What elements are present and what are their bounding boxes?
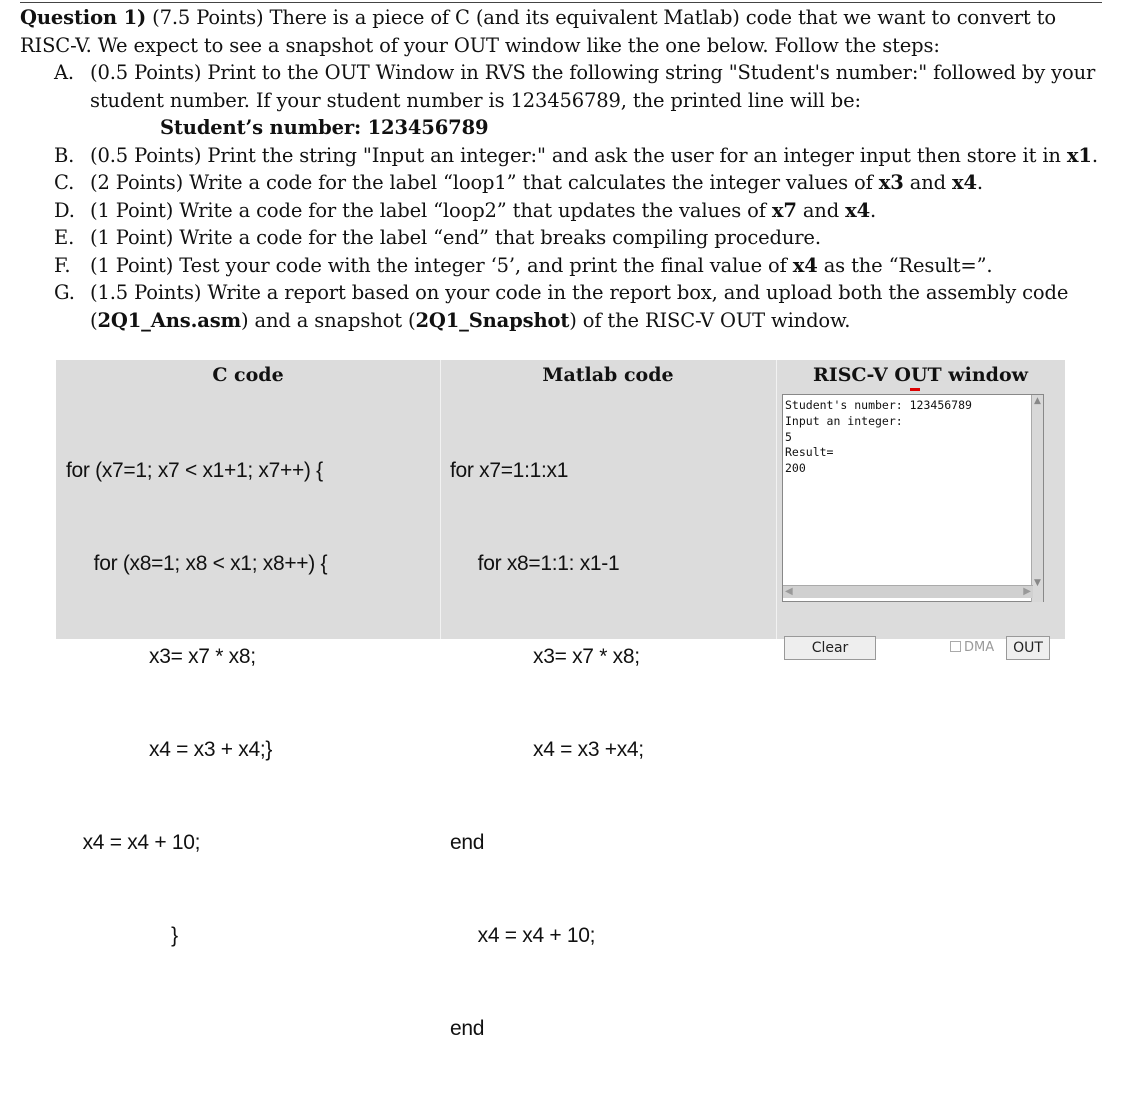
- code-line: x3= x7 * x8;: [450, 645, 640, 668]
- step-text-end: .: [976, 171, 983, 194]
- step-letter: F.: [54, 253, 71, 277]
- code-line: }: [66, 924, 178, 947]
- riscv-out-column: [776, 360, 1065, 656]
- red-marker: [910, 388, 920, 391]
- file-name: 2Q1_Ans.asm: [97, 308, 242, 332]
- horizontal-scrollbar[interactable]: [783, 585, 1033, 598]
- step-letter: D.: [54, 198, 75, 222]
- step-text: (0.5 Points) Print the string "Input an integer:" and ask the user for an integer input then store it in: [90, 143, 1067, 167]
- code-line: x4 = x3 +x4;: [450, 738, 644, 761]
- register-name: x7: [771, 198, 797, 222]
- step-text-end: .: [870, 198, 877, 222]
- matlab-code-header: Matlab code: [542, 364, 674, 386]
- code-line: end: [450, 1017, 485, 1040]
- step-list: [20, 59, 1110, 334]
- top-rule: [20, 2, 1102, 3]
- riscv-out-header: RISC-V OUT window: [813, 364, 1028, 386]
- scroll-up-icon[interactable]: ▲: [1034, 396, 1041, 406]
- matlab-code-block: [450, 393, 644, 1106]
- step-text: (1.5 Points) Write a report based on your code in the report box, and upload both the assembly code (: [90, 281, 1069, 332]
- step-text: (1 Point) Test your code with the integer ‘5’, and print the final value of: [90, 253, 793, 277]
- c-code-column: [56, 360, 440, 947]
- code-comparison-table: [56, 360, 1065, 1040]
- out-line: 5: [785, 429, 792, 444]
- checkbox-icon[interactable]: [950, 641, 961, 652]
- code-line: x4 = x4 + 10;: [450, 924, 596, 947]
- register-name: x1: [1066, 143, 1092, 167]
- code-line: x3= x7 * x8;: [66, 645, 256, 668]
- step-text: (0.5 Points) Print to the OUT Window in RVS the following string "Student's number:" followed by your student number. If your student number is 123456789, the printed line will be:: [90, 61, 1096, 112]
- question-intro-text: (7.5 Points) There is a piece of C (and its equivalent Matlab) code that we want to convert to RISC-V. We expect to see a snapshot of your OUT window like the one below. Follow the steps:: [20, 6, 1056, 57]
- step-f: [20, 252, 1110, 280]
- vertical-scrollbar[interactable]: [1031, 395, 1043, 602]
- c-code-header: C code: [212, 364, 284, 386]
- clear-button[interactable]: Clear: [784, 636, 876, 660]
- dma-label: DMA: [964, 640, 995, 655]
- riscv-out-window: [782, 394, 1044, 656]
- step-text: (1 Point) Write a code for the label “loop2” that updates the values of: [90, 198, 772, 222]
- register-name: x4: [792, 253, 818, 277]
- step-text: (2 Points) Write a code for the label “loop1” that calculates the integer values of: [90, 171, 879, 194]
- scroll-right-icon[interactable]: ▶: [1023, 586, 1031, 597]
- out-line: Input an integer:: [785, 413, 903, 428]
- step-a: [20, 59, 1110, 114]
- scroll-down-icon[interactable]: ▼: [1034, 578, 1041, 588]
- register-name: x3: [878, 171, 904, 194]
- register-name: x4: [952, 171, 977, 194]
- step-e: [20, 224, 1110, 252]
- code-line: x4 = x3 + x4;}: [66, 738, 273, 761]
- scroll-left-icon[interactable]: ◀: [785, 586, 793, 597]
- step-text-mid: and: [796, 198, 846, 222]
- out-line: 200: [785, 461, 806, 476]
- step-text-end: ) of the RISC-V OUT window.: [569, 308, 851, 332]
- step-text: (1 Point) Write a code for the label “end” that breaks compiling procedure.: [90, 226, 821, 249]
- step-letter: A.: [54, 61, 74, 84]
- dma-checkbox[interactable]: [950, 640, 994, 655]
- step-letter: G.: [54, 281, 75, 304]
- out-button[interactable]: OUT: [1006, 636, 1050, 660]
- code-line: for x8=1:1: x1-1: [450, 552, 620, 575]
- matlab-code-column: [440, 360, 776, 1040]
- step-text-end: as the “Result=”.: [817, 253, 993, 277]
- register-name: x4: [845, 198, 871, 222]
- sample-student-number: Student’s number: 123456789: [160, 116, 489, 139]
- file-name: 2Q1_Snapshot: [415, 308, 570, 332]
- step-b: [20, 142, 1110, 170]
- code-line: x4 = x4 + 10;: [66, 831, 201, 854]
- step-d: [20, 197, 1110, 225]
- code-line: for (x8=1; x8 < x1; x8++) {: [66, 552, 328, 575]
- out-text-area[interactable]: [782, 394, 1044, 602]
- step-text-mid: and: [903, 171, 952, 194]
- c-code-block: [66, 393, 327, 1013]
- step-text-mid: ) and a snapshot (: [241, 308, 416, 332]
- question-intro: [20, 4, 1110, 59]
- step-text-end: .: [1091, 143, 1098, 167]
- step-c: [20, 169, 1110, 197]
- out-text: [785, 398, 972, 477]
- question-heading: Question 1): [20, 6, 147, 29]
- out-line: Student's number: 123456789: [785, 398, 972, 412]
- step-letter: E.: [54, 226, 75, 249]
- step-letter: B.: [54, 143, 75, 167]
- question-text: [20, 4, 1110, 334]
- code-line: for (x7=1; x7 < x1+1; x7++) {: [66, 459, 323, 482]
- step-g: [20, 279, 1110, 334]
- sample-output-line: [20, 114, 1110, 142]
- code-line: end: [450, 831, 485, 854]
- code-line: for x7=1:1:x1: [450, 459, 569, 482]
- step-letter: C.: [54, 171, 75, 194]
- out-line: Result=: [785, 445, 834, 460]
